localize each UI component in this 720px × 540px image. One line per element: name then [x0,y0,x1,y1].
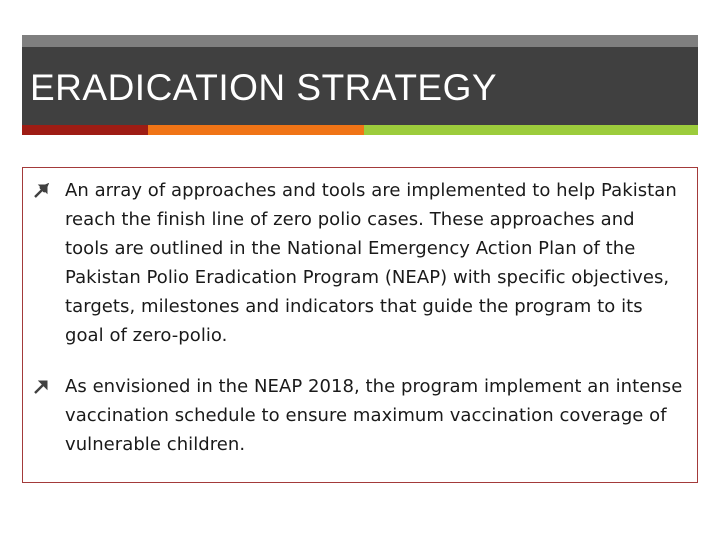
accent-segment-green [364,125,698,135]
accent-strip [22,125,698,135]
up-right-arrow-icon [33,176,65,205]
bullet-item [33,372,683,459]
title-bar [22,35,698,125]
accent-segment-red [22,125,148,135]
slide-title: ERADICATION STRATEGY [30,67,498,108]
up-right-arrow-icon [33,372,65,401]
bullet-item [33,176,683,350]
bullet-text: An array of approaches and tools are implemented to help Pakistan reach the finish line of zero polio cases. These approaches and tools are outlined in the National Emergency Action Plan of the Pakistan Polio Eradication Program (NEAP) with specific objectives, targets, milestones and indicators that guide the program to its goal of zero-polio. [65,180,677,346]
accent-segment-orange [148,125,364,135]
content-box [22,167,698,483]
bullet-text: As envisioned in the NEAP 2018, the program implement an intense vaccination schedule to ensure maximum vaccination coverage of vulnerable children. [65,376,683,455]
